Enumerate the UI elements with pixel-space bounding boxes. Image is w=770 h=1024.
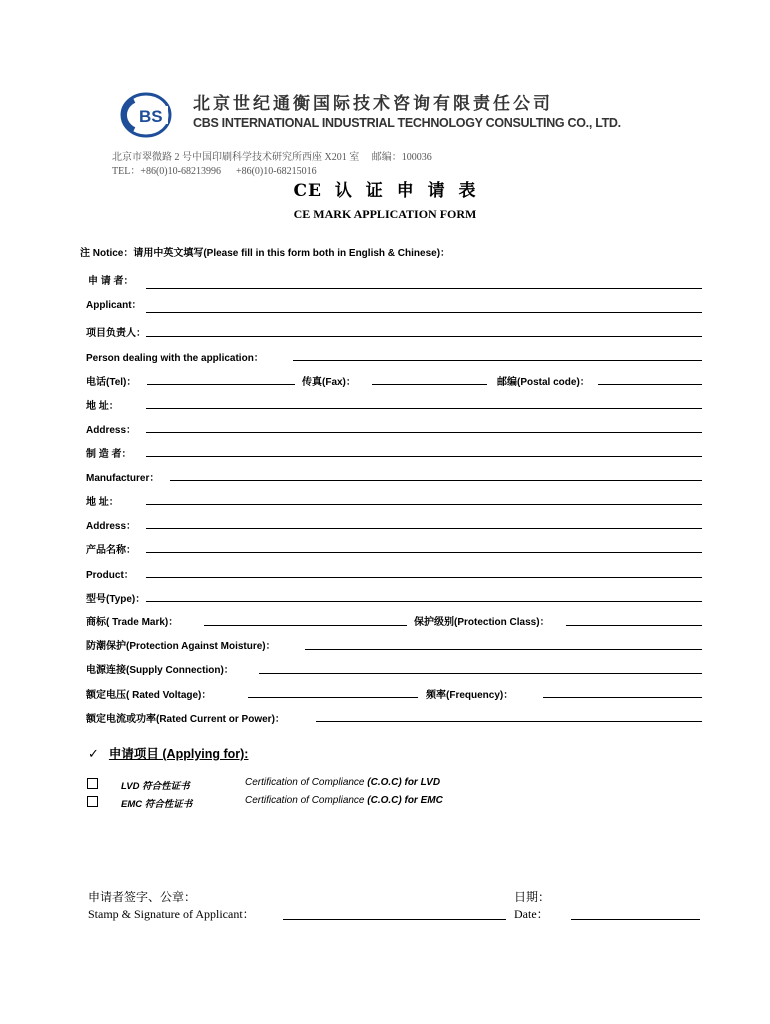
person-en-field[interactable] — [293, 360, 702, 361]
moisture-field[interactable] — [305, 649, 702, 650]
company-name-en: CBS INTERNATIONAL INDUSTRIAL TECHNOLOGY CONSULTING CO., LTD. — [193, 116, 621, 130]
applicant-cn-field[interactable] — [146, 288, 702, 289]
address1-cn-field[interactable] — [146, 408, 702, 409]
date-label-cn: 日期： — [514, 890, 551, 904]
product-cn-label: 产品名称： — [86, 545, 136, 556]
company-name-cn: 北京世纪通衡国际技术咨询有限责任公司 — [193, 94, 553, 114]
product-en-field[interactable] — [146, 577, 702, 578]
address2-en-label: Address： — [86, 521, 137, 532]
protection-class-field[interactable] — [566, 625, 702, 626]
lvd-checkbox[interactable] — [87, 778, 98, 789]
product-en-label: Product： — [86, 570, 134, 581]
person-en-label: Person dealing with the application： — [86, 353, 264, 364]
fax-label: 传真(Fax)： — [302, 377, 356, 388]
supply-field[interactable] — [259, 673, 702, 674]
trademark-label: 商标( Trade Mark)： — [86, 617, 179, 628]
applying-for-heading — [88, 744, 248, 762]
company-address: 北京市翠微路 2 号中国印刷科学技术研究所西座 X201 室 邮编：100036 — [112, 152, 432, 163]
person-cn-label: 项目负责人： — [86, 328, 146, 339]
stamp-label-en: Stamp & Signature of Applicant： — [88, 907, 255, 921]
emc-option-name: EMC 符合性证书 — [121, 799, 193, 810]
tel-label: 电话(Tel)： — [86, 377, 137, 388]
lvd-option-desc: Certification of Compliance (C.O.C) for LVD — [245, 777, 441, 788]
date-field[interactable] — [571, 919, 700, 920]
frequency-label: 频率(Frequency)： — [426, 690, 514, 701]
person-cn-field[interactable] — [146, 336, 702, 337]
address2-cn-field[interactable] — [146, 504, 702, 505]
type-field[interactable] — [146, 601, 702, 602]
supply-label: 电源连接(Supply Connection)： — [86, 665, 234, 676]
applicant-en-field[interactable] — [146, 312, 702, 313]
frequency-field[interactable] — [543, 697, 702, 698]
moisture-label: 防潮保护(Protection Against Moisture)： — [86, 641, 276, 652]
voltage-field[interactable] — [248, 697, 418, 698]
form-title-en: CE MARK APPLICATION FORM — [293, 207, 477, 221]
product-cn-field[interactable] — [146, 552, 702, 553]
address2-en-field[interactable] — [146, 528, 702, 529]
voltage-label: 额定电压( Rated Voltage)： — [86, 690, 212, 701]
address1-en-label: Address： — [86, 425, 137, 436]
emc-checkbox[interactable] — [87, 796, 98, 807]
address1-cn-label: 地 址： — [86, 401, 119, 412]
address1-en-field[interactable] — [146, 432, 702, 433]
applicant-cn-label: 申 请 者： — [88, 276, 134, 287]
tel-field[interactable] — [147, 384, 295, 385]
form-title-cn: CE 认 证 申 请 表 — [293, 181, 477, 201]
manufacturer-cn-field[interactable] — [146, 456, 702, 457]
checkmark-icon: ✓ — [88, 746, 99, 761]
postal-label: 邮编(Postal code)： — [497, 377, 590, 388]
signature-field[interactable] — [283, 919, 506, 920]
lvd-option-name: LVD 符合性证书 — [121, 781, 190, 792]
company-phone: TEL：+86(0)10-68213996 +86(0)10-68215016 — [112, 166, 317, 177]
stamp-label-cn: 申请者签字、公章： — [88, 890, 197, 904]
current-label: 额定电流或功率(Rated Current or Power)： — [86, 714, 285, 725]
address2-cn-label: 地 址： — [86, 497, 119, 508]
date-label-en: Date： — [514, 907, 549, 921]
emc-option-desc: Certification of Compliance (C.O.C) for EMC — [245, 795, 443, 806]
manufacturer-en-label: Manufacturer： — [86, 473, 160, 484]
current-field[interactable] — [316, 721, 702, 722]
applicant-en-label: Applicant： — [86, 300, 142, 311]
type-label: 型号(Type)： — [86, 594, 146, 605]
notice-text: 注 Notice：请用中英文填写(Please fill in this form both in English & Chinese)： — [80, 248, 451, 259]
logo-text: BS — [139, 107, 163, 126]
fax-field[interactable] — [372, 384, 487, 385]
trademark-field[interactable] — [204, 625, 407, 626]
manufacturer-en-field[interactable] — [170, 480, 702, 481]
cbs-logo — [120, 92, 172, 138]
protection-class-label: 保护级别(Protection Class)： — [414, 617, 550, 628]
manufacturer-cn-label: 制 造 者： — [86, 449, 132, 460]
postal-field[interactable] — [598, 384, 702, 385]
applying-for-label: 申请项目 (Applying for): — [108, 747, 249, 761]
